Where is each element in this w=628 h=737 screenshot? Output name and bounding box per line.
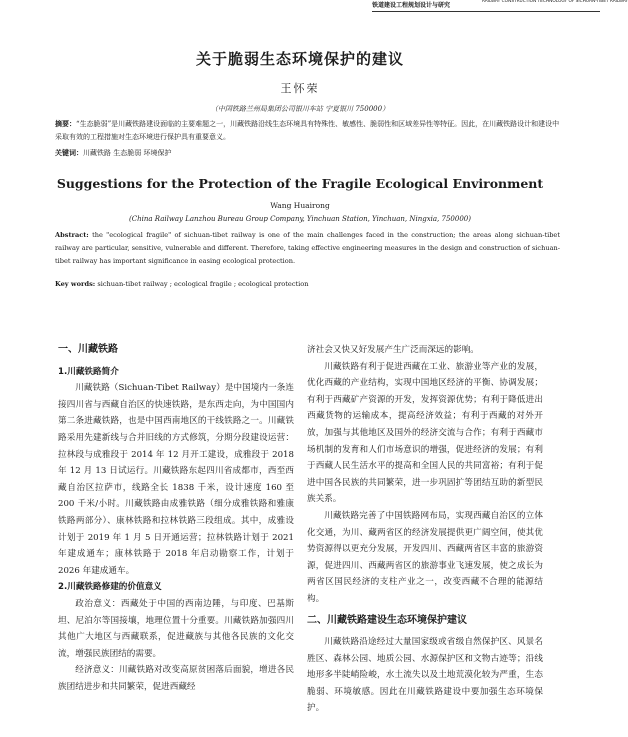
affiliation-en: (China Railway Lanzhou Bureau Group Company, Yinchuan Station, Yinchuan, Ningxia, 750000) — [129, 215, 471, 223]
abstract-en-text: the "ecological fragile" of sichuan-tibet railway is one of the main challenges faced in the construction; the areas along sichuan-tibet railway are particular, sensitive, vulnerable and different. Therefore, taking effective engineering measures in the design and construction of sichuan-tibet railway has important significance in easing ecological protection. — [55, 231, 560, 265]
abstract-cn — [55, 118, 560, 144]
abstract-en-label: Abstract: — [55, 231, 89, 239]
abstract-cn-label: 摘要： — [55, 120, 76, 128]
paper-title-cn: 关于脆弱生态环境保护的建议 — [195, 50, 404, 68]
section-1-heading: 一、川藏铁路 — [58, 344, 118, 355]
keywords-en-label: Key words: — [55, 280, 96, 288]
section-1-2-heading: 2.川藏铁路修建的价值意义 — [58, 582, 162, 593]
journal-name-en: RAILWAY CONSTRUCTION TECHNOLOGY OF SICHUAN-TIBET RAILWAY — [482, 0, 628, 4]
journal-masthead — [372, 0, 628, 12]
paragraph: 经济意义：川藏铁路对改变高原贫困落后面貌，增进各民族团结进步和共同繁荣，促进西藏经 — [58, 665, 294, 692]
keywords-cn-label: 关键词： — [55, 149, 83, 157]
body-column-right — [307, 342, 543, 717]
abstract-cn-text: “生态脆弱”是川藏铁路建设面临的主要难题之一，川藏铁路沿线生态环境具有特殊性、敏感性、脆弱性和区域差异性等特征。因此，在川藏铁路设计和建设中采取有效的工程措施对生态环境进行保护具有重要意义。 — [55, 120, 560, 141]
masthead-rule — [372, 11, 600, 12]
keywords-cn-text: 川藏铁路 生态脆弱 环境保护 — [83, 149, 172, 157]
paragraph: 川藏铁路（Sichuan-Tibet Railway）是中国境内一条连接四川省与西藏自治区的快速铁路，是东西走向，为中国国内第二条进藏铁路，也是中国西南地区的干线铁路之一。川藏铁路采用先建新线与合并旧线的方式修筑，分期分段建设运营：拉林段与成雅段于 2014 年 12 月开工建设，成雅段于 2018 年 12 月 13 日试运行。川藏铁路东起四川省成都市，西至西藏自治区拉萨市，线路全长 1838 千米，设计速度 160 至 200 千米/小时。川藏铁路由成雅铁路（细分成雅铁路和雅康铁路两部分）、康林铁路和拉林铁路三段组成。其中，成雅设计划于 2019 年 1 月 5 日开通运营；拉林铁路计划于 2021 年建成通车；康林铁路于 2018 年启动勘察工作，计划于 2026 年建成通车。 — [58, 383, 294, 576]
keywords-en — [55, 280, 560, 288]
paragraph: 川藏铁路有利于促进西藏在工业、旅游业等产业的发展，优化西藏的产业结构，实现中国地区经济的平衡、协调发展；有利于西藏矿产资源的开发，发挥资源优势；有利于降低进出西藏货物的运输成本，提高经济效益；有利于西藏的对外开放，加强与其他地区及国外的经济交流与合作；有利于西藏市场机制的发育和人们市场意识的增强，促进经济的发展；有利于西藏人民生活水平的提高和全国人民的共同富裕；有利于促进中国各民族的共同繁荣，进一步巩固扩等团结互助的新型民族关系。 — [307, 361, 543, 505]
keywords-en-text: sichuan-tibet railway ; ecological fragile ; ecological protection — [97, 280, 309, 288]
paragraph: 济社会又快又好发展产生广泛而深远的影响。 — [307, 345, 479, 355]
paragraph: 川藏铁路完善了中国铁路网布局，实现西藏自治区的立体化交通，为川、藏两省区的经济发展提供更广阔空间，使其优势资源得以更充分发展，开发四川、西藏两省区丰富的旅游资源，促进四川、西藏两省区的旅游事业飞速发展，使之成长为两省区国民经济的支柱产业之一，改变西藏不合理的能源结构。 — [307, 510, 543, 604]
section-2-heading: 二、川藏铁路建设生态环境保护建议 — [307, 614, 467, 626]
journal-name-cn: 铁道建设工程规划设计与研究 — [372, 2, 451, 9]
keywords-cn — [55, 148, 560, 158]
paragraph: 政治意义：西藏处于中国的西南边陲，与印度、巴基斯坦、尼泊尔等国接壤，地理位置十分重要。川藏铁路加强四川其他广大地区与西藏联系，促进藏族与其他各民族的文化交流，增强民族团结的需要。 — [58, 598, 294, 659]
abstract-en — [55, 229, 560, 268]
author-en: Wang Huairong — [270, 201, 330, 210]
body-column-left — [58, 342, 294, 695]
section-1-1-heading: 1.川藏铁路简介 — [58, 366, 119, 377]
paragraph: 川藏铁路沿途经过大量国家级或省级自然保护区、风景名胜区、森林公园、地质公园、水源保护区和文物古迹等；沿线地形多半陡峭险峻，水土流失以及土地荒漠化较为严重，生态脆弱、环境敏感。因此在川藏铁路建设中要加强生态环境保护。 — [307, 637, 543, 714]
author-cn: 王怀荣 — [280, 82, 320, 95]
affiliation-cn: （中国铁路兰州局集团公司银川车站 宁夏银川 750000） — [210, 105, 390, 113]
paper-title-en: Suggestions for the Protection of the Fragile Ecological Environment — [56, 176, 544, 191]
